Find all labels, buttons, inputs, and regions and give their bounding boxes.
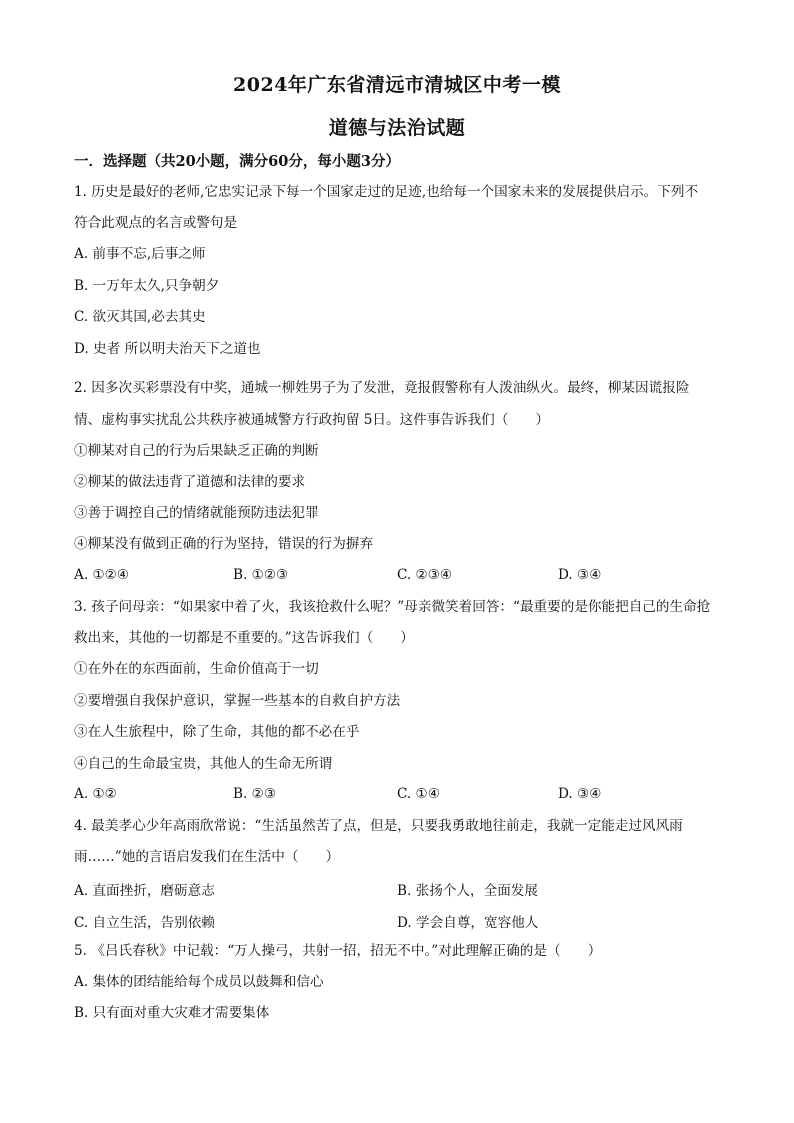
answer-option: D. 史者 所以明夫治天下之道也 xyxy=(74,341,261,357)
answer-option: D. 学会自尊，宽容他人 xyxy=(397,915,539,931)
answer-option: A. 集体的团结能给每个成员以鼓舞和信心 xyxy=(74,974,324,990)
answer-option: D. ③④ xyxy=(558,567,602,583)
statement-item: ④自己的生命最宝贵，其他人的生命无所谓 xyxy=(74,756,333,772)
answer-option: B. 只有面对重大灾难才需要集体 xyxy=(74,1005,270,1021)
question-stem: 5. 《吕氏春秋》中记载：“万人操弓，共射一招，招无不中。”对此理解正确的是（ ） xyxy=(74,943,602,959)
statement-item: ③在人生旅程中，除了生命，其他的都不必在乎 xyxy=(74,724,360,740)
answer-option: B. ②③ xyxy=(233,786,277,802)
statement-item: ①在外在的东西面前，生命价值高于一切 xyxy=(74,661,319,677)
question-stem: 3. 孩子问母亲：“如果家中着了火，我该抢救什么呢？”母亲微笑着回答：“最重要的是你能把自己的生命抢 xyxy=(74,599,711,615)
answer-option: A. 前事不忘,后事之师 xyxy=(74,246,206,262)
answer-option: B. 张扬个人，全面发展 xyxy=(397,883,538,899)
answer-option: C. 欲灭其国,必去其史 xyxy=(74,309,206,325)
answer-option: A. ①②④ xyxy=(74,567,130,583)
exam-title: 2024年广东省清远市清城区中考一模 xyxy=(233,74,561,96)
statement-item: ④柳某没有做到正确的行为坚持，错误的行为摒弃 xyxy=(74,536,374,552)
question-stem: 2. 因多次买彩票没有中奖，通城一柳姓男子为了发泄，竟报假警称有人泼油纵火。最终，柳某因谎报险 xyxy=(74,380,690,396)
answer-option: C. 自立生活，告别依赖 xyxy=(74,915,215,931)
question-stem: 1. 历史是最好的老师,它忠实记录下每一个国家走过的足迹,也给每一个国家未来的发展提供启示。下列不 xyxy=(74,184,699,200)
answer-option: A. ①② xyxy=(74,786,117,802)
statement-item: ②柳某的做法违背了道德和法律的要求 xyxy=(74,474,306,490)
answer-option: C. ①④ xyxy=(397,786,440,802)
question-stem: 救出来，其他的一切都是不重要的。”这告诉我们（ ） xyxy=(74,630,414,646)
answer-option: D. ③④ xyxy=(558,786,602,802)
question-stem: 4. 最美孝心少年高雨欣常说：“生活虽然苦了点，但是，只要我勇敢地往前走，我就一定能走过风风雨 xyxy=(74,818,683,834)
answer-option: B. 一万年太久,只争朝夕 xyxy=(74,278,220,294)
statement-item: ②要增强自我保护意识，掌握一些基本的自救自护方法 xyxy=(74,693,401,709)
question-stem: 雨……”她的言语启发我们在生活中（ ） xyxy=(74,849,340,865)
question-stem: 符合此观点的名言或警句是 xyxy=(74,215,238,231)
answer-option: C. ②③④ xyxy=(397,567,453,583)
section-heading: 一．选择题（共20小题，满分60分，每小题3分） xyxy=(74,153,400,170)
statement-item: ①柳某对自己的行为后果缺乏正确的判断 xyxy=(74,443,319,459)
answer-option: A. 直面挫折，磨砺意志 xyxy=(74,883,215,899)
question-stem: 情、虚构事实扰乱公共秩序被通城警方行政拘留 5日。这件事告诉我们（ ） xyxy=(74,412,550,428)
answer-option: B. ①②③ xyxy=(233,567,289,583)
statement-item: ③善于调控自己的情绪就能预防违法犯罪 xyxy=(74,505,319,521)
exam-subject-title: 道德与法治试题 xyxy=(328,117,466,139)
